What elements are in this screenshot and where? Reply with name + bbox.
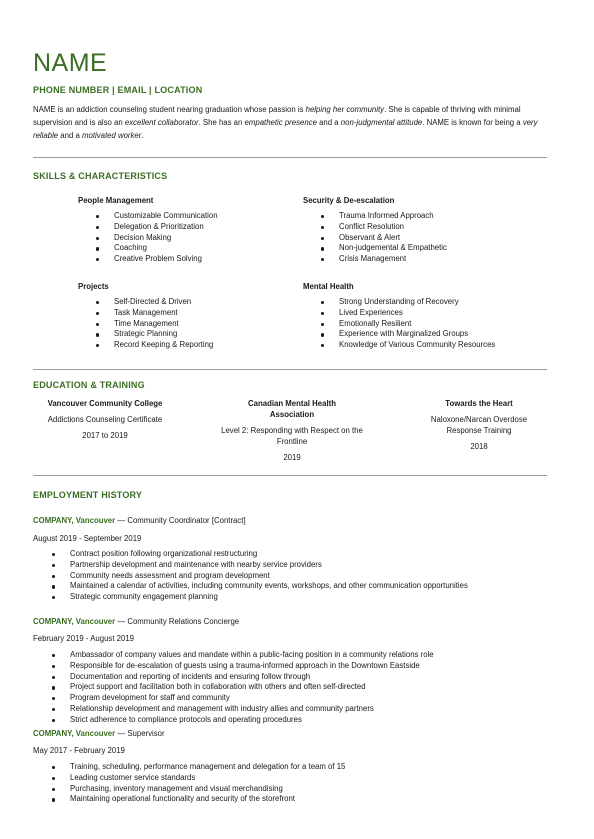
section-heading-skills: SKILLS & CHARACTERISTICS: [33, 171, 168, 181]
list-item: Creative Problem Solving: [96, 254, 218, 265]
job-role: — Community Coordinator [Contract]: [115, 516, 246, 525]
education-entry: [217, 398, 367, 463]
skill-group-title: Security & De-escalation: [303, 196, 395, 205]
list-item: Project support and facilitation both in collaboration with others and often self-directed: [52, 682, 434, 693]
list-item: Experience with Marginalized Groups: [321, 329, 495, 340]
company-name: COMPANY, Vancouver: [33, 516, 116, 525]
section-heading-education: EDUCATION & TRAINING: [33, 380, 145, 390]
list-item: Crisis Management: [321, 254, 447, 265]
program-name: Naloxone/Narcan Overdose Response Training: [430, 415, 528, 435]
list-item: Leading customer service standards: [52, 773, 345, 784]
skill-group-title: Projects: [78, 282, 109, 291]
divider: [33, 369, 547, 370]
list-item: Lived Experiences: [321, 308, 495, 319]
job-dates: August 2019 - September 2019: [33, 534, 142, 543]
job-title-line: [33, 516, 246, 525]
job-title-line: [33, 617, 239, 626]
list-item: Partnership development and maintenance with nearby service providers: [52, 560, 468, 571]
list-item: Decision Making: [96, 233, 218, 244]
divider: [33, 475, 547, 476]
summary-paragraph: NAME is an addiction counseling student nearing graduation whose passion is helping her community. She is capable of thriving with minimal supervision and is also an excellent collaborator. She has an empathetic presence and a non-judgmental attitude. NAME is known for being a very reliable and a motivated worker.: [33, 105, 538, 141]
list-item: Responsible for de-escalation of guests using a trauma-informed approach in the Downtown Eastside: [52, 661, 434, 672]
list-item: Observant & Alert: [321, 233, 447, 244]
program-name: Level 2: Responding with Respect on the Frontline: [221, 426, 363, 446]
candidate-name: NAME: [33, 49, 108, 77]
job-bullets: [52, 762, 345, 805]
company-name: COMPANY, Vancouver: [33, 729, 116, 738]
list-item: Relationship development and management with industry allies and community partners: [52, 704, 434, 715]
contact-line: PHONE NUMBER | EMAIL | LOCATION: [33, 85, 203, 95]
skill-list: [96, 297, 213, 351]
skill-group-title: Mental Health: [303, 282, 354, 291]
list-item: Purchasing, inventory management and visual merchandising: [52, 784, 345, 795]
list-item: Task Management: [96, 308, 213, 319]
school-name: Canadian Mental Health Association: [248, 399, 336, 419]
list-item: Record Keeping & Reporting: [96, 340, 213, 351]
divider: [33, 157, 547, 158]
list-item: Training, scheduling, performance management and delegation for a team of 15: [52, 762, 345, 773]
list-item: Knowledge of Various Community Resources: [321, 340, 495, 351]
job-bullets: [52, 650, 434, 726]
list-item: Documentation and reporting of incidents and ensuring follow through: [52, 672, 434, 683]
skill-list: [321, 211, 447, 265]
list-item: Strategic community engagement planning: [52, 592, 468, 603]
list-item: Delegation & Prioritization: [96, 222, 218, 233]
program-name: Addictions Counseling Certificate: [47, 415, 163, 424]
section-heading-employment: EMPLOYMENT HISTORY: [33, 490, 143, 500]
list-item: Maintaining operational functionality and security of the storefront: [52, 794, 345, 805]
education-year: 2018: [470, 442, 488, 451]
education-entry: [30, 398, 180, 441]
list-item: Contract position following organizational restructuring: [52, 549, 468, 560]
list-item: Trauma Informed Approach: [321, 211, 447, 222]
skill-group-title: People Management: [78, 196, 154, 205]
list-item: Community needs assessment and program development: [52, 571, 468, 582]
list-item: Strict adherence to compliance protocols and operating procedures: [52, 715, 434, 726]
job-bullets: [52, 549, 468, 603]
company-name: COMPANY, Vancouver: [33, 617, 116, 626]
school-name: Towards the Heart: [445, 399, 513, 408]
list-item: Time Management: [96, 319, 213, 330]
list-item: Ambassador of company values and mandate within a public-facing position in a community relations role: [52, 650, 434, 661]
list-item: Self-Directed & Driven: [96, 297, 213, 308]
job-dates: May 2017 - February 2019: [33, 746, 125, 755]
school-name: Vancouver Community College: [47, 399, 163, 408]
list-item: Program development for staff and community: [52, 693, 434, 704]
job-role: — Community Relations Concierge: [115, 617, 240, 626]
job-role: — Supervisor: [115, 729, 165, 738]
list-item: Strong Understanding of Recovery: [321, 297, 495, 308]
list-item: Strategic Planning: [96, 329, 213, 340]
education-entry: [404, 398, 554, 452]
skill-list: [96, 211, 218, 265]
education-year: 2017 to 2019: [82, 431, 128, 440]
skill-list: [321, 297, 495, 351]
list-item: Emotionally Resilient: [321, 319, 495, 330]
list-item: Maintained a calendar of activities, including community events, workshops, and other communication opportunities: [52, 581, 468, 592]
education-year: 2019: [283, 453, 301, 462]
list-item: Non-judgemental & Empathetic: [321, 243, 447, 254]
job-dates: February 2019 - August 2019: [33, 634, 134, 643]
list-item: Customizable Communication: [96, 211, 218, 222]
list-item: Coaching: [96, 243, 218, 254]
job-title-line: [33, 729, 165, 738]
list-item: Conflict Resolution: [321, 222, 447, 233]
